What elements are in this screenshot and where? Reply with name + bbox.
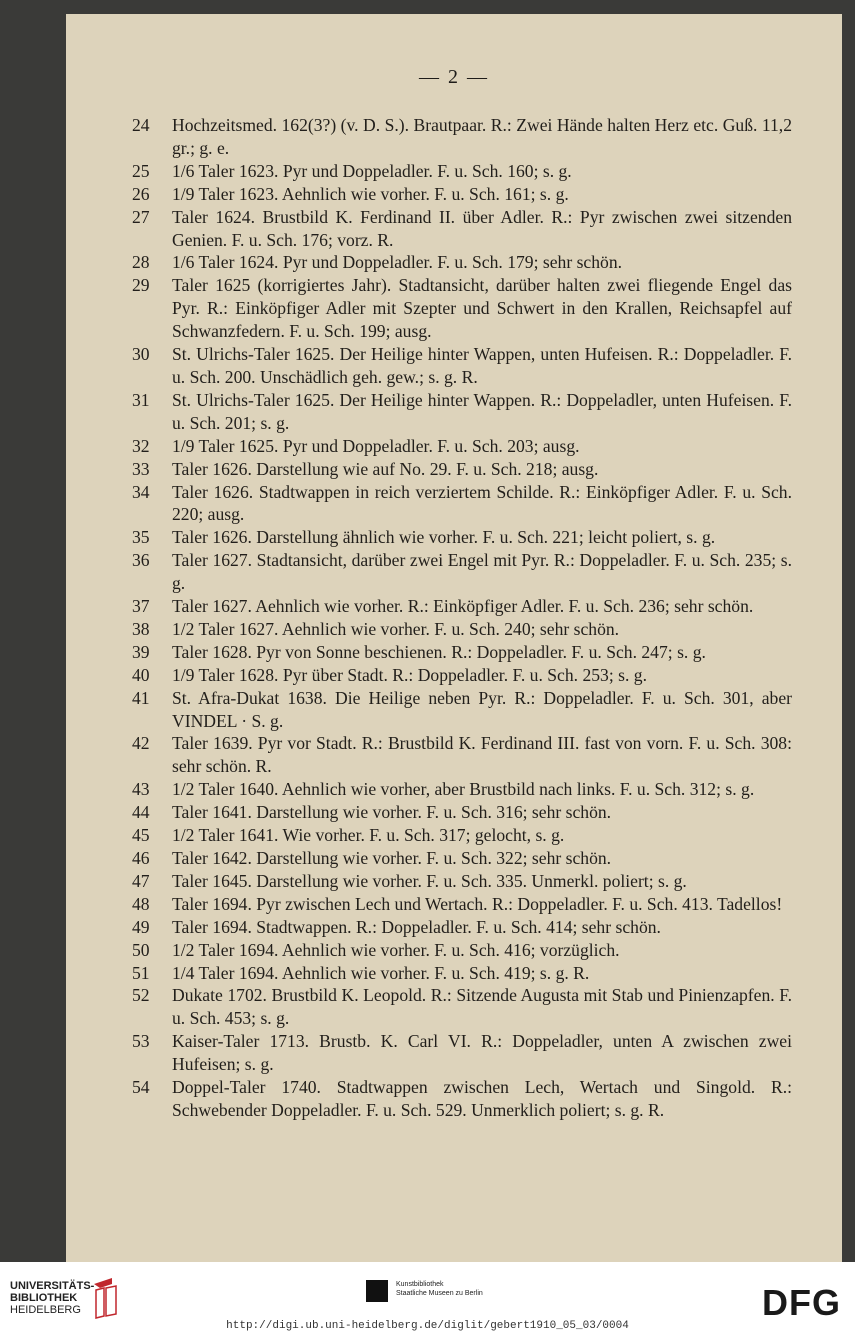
catalog-entry (66, 481, 842, 527)
entry-number: 26 (132, 183, 150, 204)
entry-number: 30 (132, 344, 150, 365)
catalog-entry (66, 984, 842, 1030)
ub-logo-line1: UNIVERSITÄTS- (10, 1280, 95, 1292)
entry-text: Taler 1627. Aehnlich wie vorher. R.: Einköpfiger Adler. F. u. Sch. 236; sehr schön. (172, 596, 754, 617)
entry-text: St. Ulrichs-Taler 1625. Der Heilige hinter Wappen, unten Hufeisen. R.: Doppeladler. F. u. Sch. 200. Unschädlich geh. gew.; s. g. R. (172, 344, 792, 387)
catalog-entry (66, 939, 842, 962)
catalog-entry (66, 343, 842, 389)
entry-number: 37 (132, 596, 150, 617)
entry-text: Hochzeitsmed. 162(3?) (v. D. S.). Brautpaar. R.: Zwei Hände halten Herz etc. Guß. 11,2 gr.; g. e. (172, 115, 792, 158)
entry-text: Taler 1626. Stadtwappen in reich verziertem Schilde. R.: Einköpfiger Adler. F. u. Sch. 220; ausg. (172, 481, 792, 525)
entry-number: 28 (132, 252, 150, 273)
entry-number: 40 (132, 664, 150, 685)
entry-text: 1/2 Taler 1627. Aehnlich wie vorher. F. u. Sch. 240; sehr schön. (172, 618, 620, 639)
catalog-entry (66, 389, 842, 435)
entry-number: 51 (132, 962, 150, 983)
catalog-entry (66, 870, 842, 893)
catalog-entry (66, 206, 842, 252)
catalog-entry (66, 801, 842, 824)
catalog-entry (66, 114, 842, 160)
entry-text: 1/9 Taler 1625. Pyr und Doppeladler. F. u. Sch. 203; ausg. (172, 435, 580, 456)
catalog-entry (66, 893, 842, 916)
kunstbibliothek-logo[interactable] (396, 1280, 483, 1298)
catalog-entry (66, 664, 842, 687)
entry-text: 1/2 Taler 1640. Aehnlich wie vorher, aber Brustbild nach links. F. u. Sch. 312; s. g. (172, 779, 755, 800)
entry-number: 49 (132, 916, 150, 937)
catalog-entry (66, 251, 842, 274)
entry-number: 50 (132, 939, 150, 960)
catalog-entry (66, 618, 842, 641)
entry-number: 48 (132, 893, 150, 914)
entry-number: 41 (132, 687, 150, 708)
entry-number: 43 (132, 779, 150, 800)
entry-text: Doppel-Taler 1740. Stadtwappen zwischen Lech, Wertach und Singold. R.: Schwebender Doppeladler. F. u. Sch. 529. Unmerklich poliert; s. g. R. (172, 1077, 792, 1120)
entry-text: Dukate 1702. Brustbild K. Leopold. R.: Sitzende Augusta mit Stab und Pinienzapfen. F. u. Sch. 453; s. g. (172, 985, 792, 1029)
entry-text: 1/6 Taler 1623. Pyr und Doppeladler. F. u. Sch. 160; s. g. (172, 160, 572, 181)
entry-text: Taler 1639. Pyr vor Stadt. R.: Brustbild K. Ferdinand III. fast von vorn. F. u. Sch. 308: sehr schön. R. (172, 733, 792, 777)
catalog-entry (66, 916, 842, 939)
entry-text: Taler 1624. Brustbild K. Ferdinand II. über Adler. R.: Pyr zwischen zwei sitzenden Genien. F. u. Sch. 176; vorz. R. (172, 206, 792, 250)
catalog-entry (66, 687, 842, 733)
kb-line1: Kunstbibliothek (396, 1281, 444, 1288)
entry-text: Taler 1626. Darstellung wie auf No. 29. F. u. Sch. 218; ausg. (172, 458, 599, 479)
entry-number: 53 (132, 1031, 150, 1052)
ub-logo-line2: BIBLIOTHEK (10, 1292, 78, 1304)
source-url[interactable]: http://digi.ub.uni-heidelberg.de/diglit/gebert1910_05_03/0004 (226, 1320, 629, 1332)
entry-text: 1/2 Taler 1641. Wie vorher. F. u. Sch. 317; gelocht, s. g. (172, 825, 565, 846)
catalog-entry (66, 847, 842, 870)
entry-number: 44 (132, 802, 150, 823)
dfg-logo[interactable]: DFG (762, 1282, 841, 1323)
entry-text: Taler 1627. Stadtansicht, darüber zwei Engel mit Pyr. R.: Doppeladler. F. u. Sch. 235; s. g. (172, 550, 792, 594)
entry-text: Taler 1694. Pyr zwischen Lech und Wertach. R.: Doppeladler. F. u. Sch. 413. Tadellos! (172, 893, 783, 914)
catalog-entry (66, 1076, 842, 1122)
entry-text: St. Afra-Dukat 1638. Die Heilige neben Pyr. R.: Doppeladler. F. u. Sch. 301, aber VINDEL · S. g. (172, 687, 792, 731)
entry-text: 1/6 Taler 1624. Pyr und Doppeladler. F. u. Sch. 179; sehr schön. (172, 252, 623, 273)
entry-number: 52 (132, 985, 150, 1006)
catalog-entry (66, 595, 842, 618)
entry-text: Taler 1645. Darstellung wie vorher. F. u. Sch. 335. Unmerkl. poliert; s. g. (172, 870, 687, 891)
entry-number: 25 (132, 160, 150, 181)
catalog-entry (66, 435, 842, 458)
entry-number: 34 (132, 481, 150, 502)
entry-number: 38 (132, 618, 150, 639)
entry-number: 31 (132, 389, 150, 410)
entry-number: 47 (132, 870, 150, 891)
ub-logo-icon (90, 1276, 120, 1320)
entry-number: 35 (132, 527, 150, 548)
catalog-entries (66, 114, 842, 1122)
entry-text: Taler 1642. Darstellung wie vorher. F. u. Sch. 322; sehr schön. (172, 848, 612, 868)
catalog-entry (66, 641, 842, 664)
entry-text: 1/4 Taler 1694. Aehnlich wie vorher. F. u. Sch. 419; s. g. R. (172, 962, 590, 983)
entry-text: 1/9 Taler 1628. Pyr über Stadt. R.: Doppeladler. F. u. Sch. 253; s. g. (172, 664, 647, 685)
entry-text: Kaiser-Taler 1713. Brustb. K. Carl VI. R.: Doppeladler, unten A zwischen zwei Hufeisen; s. g. (172, 1031, 792, 1075)
entry-text: Taler 1641. Darstellung wie vorher. F. u. Sch. 316; sehr schön. (172, 802, 612, 823)
catalog-entry (66, 824, 842, 847)
entry-number: 45 (132, 825, 150, 846)
ub-heidelberg-logo[interactable] (10, 1280, 94, 1316)
entry-number: 39 (132, 641, 150, 662)
entry-number: 29 (132, 275, 150, 296)
document-page (66, 14, 842, 1262)
entry-text: 1/2 Taler 1694. Aehnlich wie vorher. F. u. Sch. 416; vorzüglich. (172, 939, 620, 960)
entry-number: 36 (132, 550, 150, 571)
catalog-entry (66, 1030, 842, 1076)
page-number: — 2 — (419, 66, 489, 88)
catalog-entry (66, 778, 842, 801)
catalog-entry (66, 458, 842, 481)
catalog-entry (66, 160, 842, 183)
catalog-entry (66, 183, 842, 206)
entry-number: 54 (132, 1077, 150, 1098)
catalog-entry (66, 962, 842, 985)
kunstbibliothek-logo-icon (366, 1280, 388, 1302)
entry-text: Taler 1628. Pyr von Sonne beschienen. R.: Doppeladler. F. u. Sch. 247; s. g. (172, 641, 706, 662)
entry-number: 32 (132, 435, 150, 456)
entry-number: 42 (132, 733, 150, 754)
catalog-entry (66, 274, 842, 343)
entry-number: 33 (132, 458, 150, 479)
footer (0, 1262, 855, 1334)
entry-text: Taler 1625 (korrigiertes Jahr). Stadtansicht, darüber halten zwei fliegende Engel das Pyr. R.: Einköpfiger Adler mit Szepter und Schwert in den Krallen, Reichsapfel auf Schwanzfedern. F. u. Sch. 199; ausg. (172, 275, 792, 342)
entry-text: 1/9 Taler 1623. Aehnlich wie vorher. F. u. Sch. 161; s. g. (172, 183, 569, 204)
entry-text: Taler 1694. Stadtwappen. R.: Doppeladler. F. u. Sch. 414; sehr schön. (172, 916, 661, 937)
entry-text: Taler 1626. Darstellung ähnlich wie vorher. F. u. Sch. 221; leicht poliert, s. g. (172, 527, 716, 548)
entry-text: St. Ulrichs-Taler 1625. Der Heilige hinter Wappen. R.: Doppeladler, unten Hufeisen. F. u. Sch. 201; s. g. (172, 389, 792, 433)
entry-number: 27 (132, 206, 150, 227)
kb-line2: Staatliche Museen zu Berlin (396, 1290, 483, 1297)
ub-logo-line3: HEIDELBERG (10, 1304, 81, 1316)
entry-number: 24 (132, 115, 150, 135)
catalog-entry (66, 549, 842, 595)
catalog-entry (66, 526, 842, 549)
entry-number: 46 (132, 848, 150, 868)
catalog-entry (66, 732, 842, 778)
